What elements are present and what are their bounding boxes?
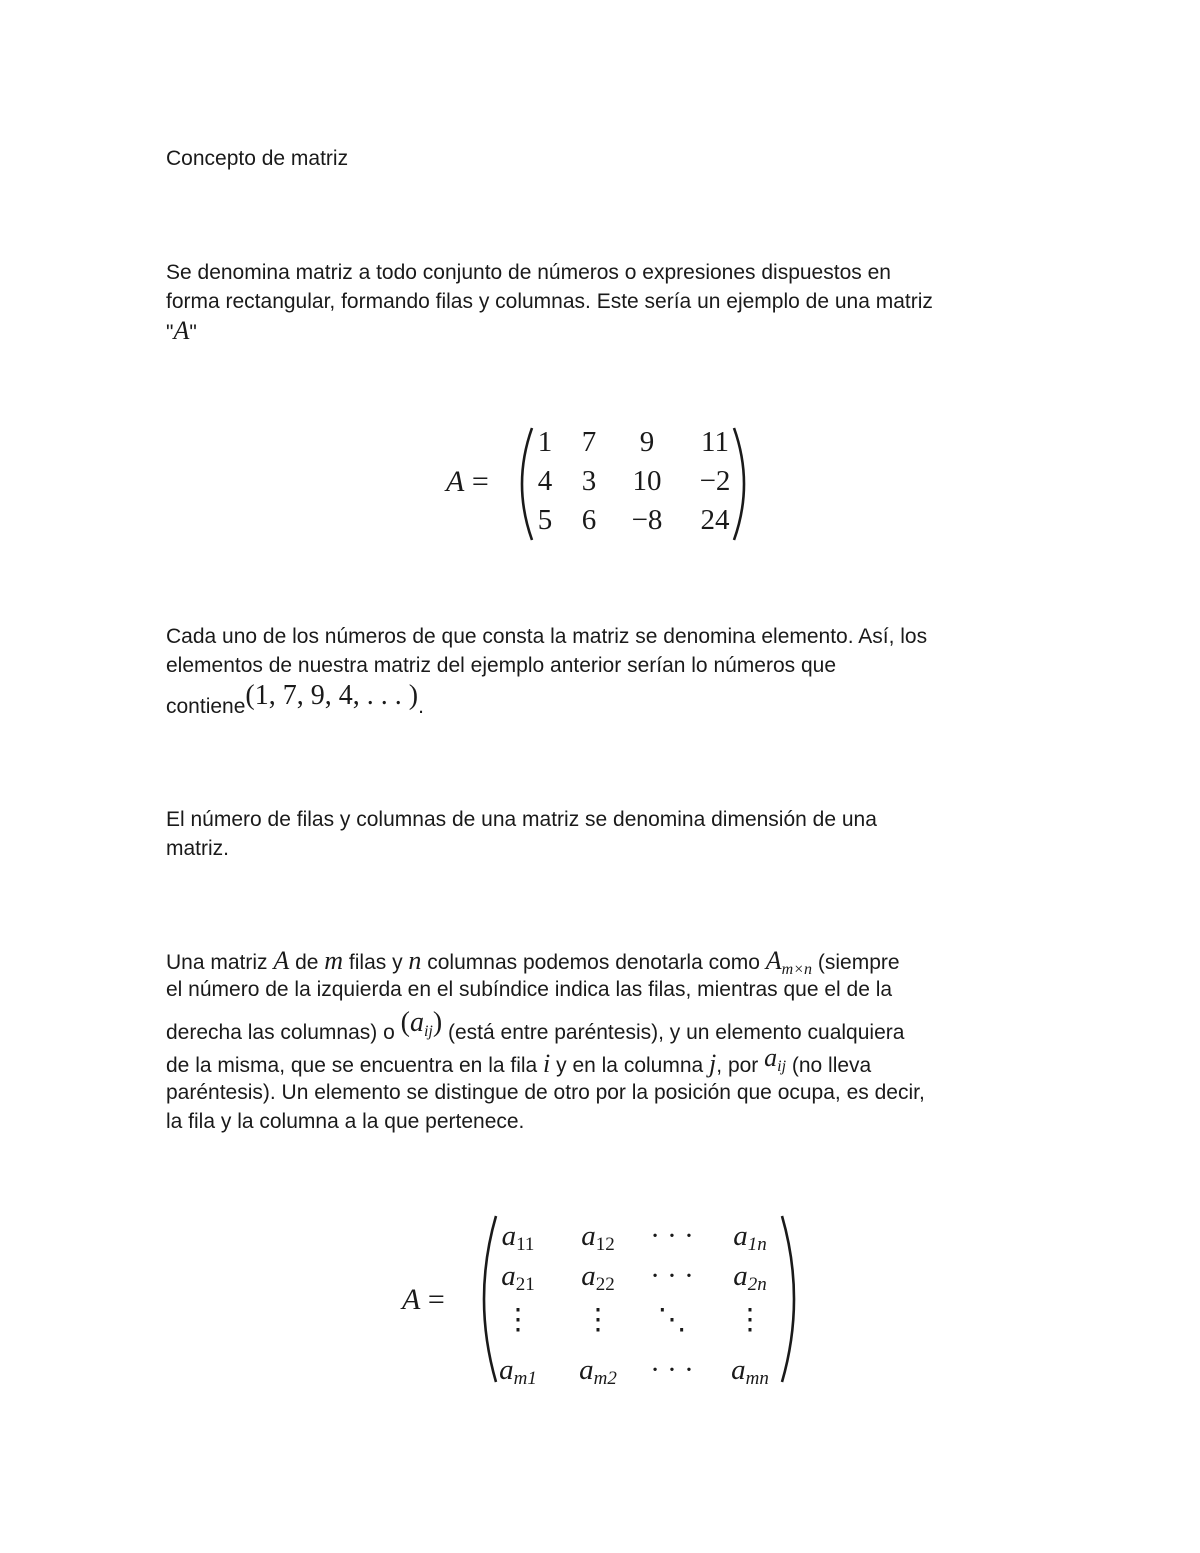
matrix-general-cell-r2-c3: · · · xyxy=(650,1260,694,1292)
page-title: Concepto de matriz xyxy=(166,147,349,170)
intro-line-2: forma rectangular, formando filas y columnas. Este sería un ejemplo de una matriz xyxy=(166,290,933,313)
matrix-general-cell-r3-c2: ⋮ xyxy=(583,1304,613,1336)
intro-line-3: "A" xyxy=(166,316,197,345)
matrix-general-cell-r1-c4: $a_{1n}$ xyxy=(733,1220,767,1255)
matrix-general-cell-r4-c4: $a_{mn}$ xyxy=(731,1354,769,1389)
matrix-general-cell-r1-c3: · · · xyxy=(650,1220,694,1252)
matrix-example-cell-r2-c1: 4 xyxy=(537,465,553,497)
matrix-example-lhs: A = xyxy=(446,465,489,498)
matrix-example-cell-r1-c4: 11 xyxy=(701,426,729,458)
matrix-example-cell-r1-c2: 7 xyxy=(581,426,597,458)
matrix-general-lhs: A = xyxy=(402,1283,445,1316)
matrix-general-cell-r4-c1: $a_{m1}$ xyxy=(499,1354,537,1389)
matrix-general-cell-r2-c1: $a_{21}$ xyxy=(501,1260,535,1295)
matrix-general-cell-r2-c2: $a_{22}$ xyxy=(581,1260,615,1295)
matrix-general-cell-r4-c2: $a_{m2}$ xyxy=(579,1354,617,1389)
matrix-example-cell-r2-c3: 10 xyxy=(632,465,662,497)
notation-line-6: la fila y la columna a la que pertenece. xyxy=(166,1110,525,1133)
matrix-example-cell-r2-c4: −2 xyxy=(699,465,731,497)
notation-line-4: de la misma, que se encuentra en la fila i y en la columna j, por $a_{ij}$ (no lleva xyxy=(166,1043,872,1078)
notation-line-1: Una matriz A de m filas y n columnas podemos denotarla como $A_{m\times n}$ (siempre xyxy=(166,946,900,978)
intro-line-1: Se denomina matriz a todo conjunto de números o expresiones dispuestos en xyxy=(166,261,891,284)
dimension-line-2: matriz. xyxy=(166,837,229,860)
matrix-general-cell-r1-c1: $a_{11}$ xyxy=(501,1220,535,1255)
elements-line-2: elementos de nuestra matriz del ejemplo anterior serían lo números que xyxy=(166,654,837,677)
dimension-line-1: El número de filas y columnas de una matriz se denomina dimensión de una xyxy=(166,808,877,831)
matrix-example-cell-r3-c4: 24 xyxy=(700,504,730,536)
matrix-general-cell-r4-c3: · · · xyxy=(650,1354,694,1386)
notation-line-3: derecha las columnas) o $(a_{ij})$ (está entre paréntesis), y un elemento cualquiera xyxy=(166,1007,905,1044)
matrix-general-cell-r1-c2: $a_{12}$ xyxy=(581,1220,615,1255)
matrix-general-cell-r3-c4: ⋮ xyxy=(735,1304,765,1336)
matrix-example-cell-r1-c3: 9 xyxy=(639,426,655,458)
notation-line-5: paréntesis). Un elemento se distingue de otro por la posición que ocupa, es decir, xyxy=(166,1081,925,1104)
elements-inline-math: (1, 7, 9, 4, . . . ) xyxy=(245,680,419,711)
matrix-example-cell-r2-c2: 3 xyxy=(581,465,597,497)
matrix-general-cell-r3-c1: ⋮ xyxy=(503,1304,533,1336)
matrix-general-cell-r3-c3: ⋱ xyxy=(657,1304,687,1336)
elements-line-3: contiene(1, 7, 9, 4, . . . ). xyxy=(166,680,424,718)
elements-line-1: Cada uno de los números de que consta la matriz se denomina elemento. Así, los xyxy=(166,625,928,648)
matrix-example-cell-r3-c1: 5 xyxy=(537,504,553,536)
matrix-general-cell-r2-c4: $a_{2n}$ xyxy=(733,1260,767,1295)
notation-line-2: el número de la izquierda en el subíndice indica las filas, mientras que el de la xyxy=(166,978,893,1001)
matrix-example-cell-r3-c3: −8 xyxy=(631,504,663,536)
matrix-example-cell-r3-c2: 6 xyxy=(581,504,597,536)
matrix-example-cell-r1-c1: 1 xyxy=(537,426,553,458)
